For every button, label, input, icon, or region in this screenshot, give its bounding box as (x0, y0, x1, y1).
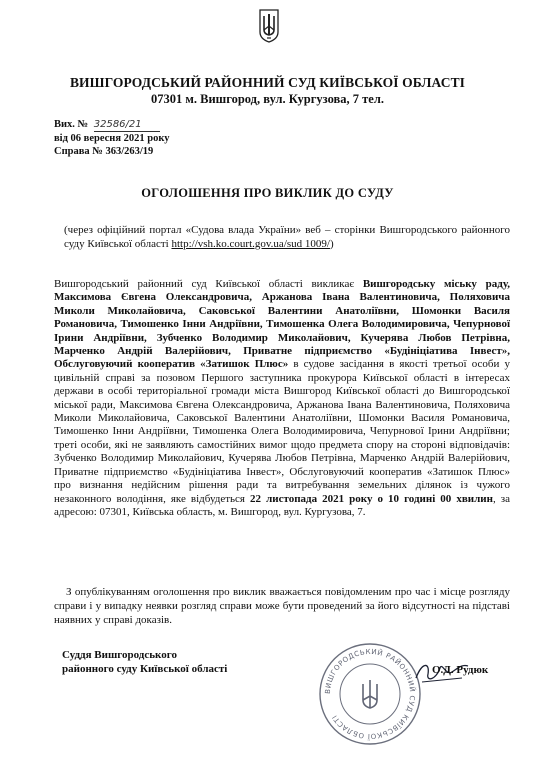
portal-close: ) (329, 237, 334, 250)
hearing-address: , за адресою: 07301, Київська область, м. Вишгород, вул. Кургузова, 7. (54, 492, 510, 518)
notice-text: З опублікуванням оголошення про виклик вважається повідомленим про час і місце розгляду справи і у випадку неявки розгляд справи може бути проведений за його відсутності на підставі наявних у справі доказів. (54, 586, 510, 626)
portal-note (64, 224, 510, 251)
outgoing-date: від 06 вересня 2021 року (54, 133, 170, 144)
notice-paragraph (54, 585, 510, 627)
case-number: Справа № 363/263/19 (54, 146, 154, 157)
outgoing-number (54, 118, 170, 132)
portal-link[interactable]: http://vsh.ko.court.gov.ua/sud 1009/ (171, 237, 330, 250)
body-case-details: в судове засідання в якості третьої особи у цивільній справі за позовом Першого заступника прокурора Київської області в інтересах держави в особі територіальної громади міста Вишгород Київської області до Вишгородської міської ради, Максимова Євгена Олександровича, Аржанова Івана Валентиновича, Поляховича Миколи Миколайовича, Саковської Валентини Анатоліївни, Шомонки Василя Романовича, Тимошенко Інни Андріївни, Тимошенка Олега Володимировича, Чепурнової Ірини Андріївни; треті особи, які не заявляють самостійних вимог щодо предмета спору на стороні відповідачів: Зубченко Володимир Миколайович, Кучерява Любов Петрівна, Марченко Андрій Валерійович, Приватне підприємство «Будініціатива Інвест», Обслуговуючий кооператив «Затишок Плюс» про визнання недійсним рішення ради та витребування земельних ділянок із чужого незаконного володіння, яке відбудеться (54, 358, 510, 505)
trident-emblem-icon (258, 8, 280, 44)
announcement-heading: ОГОЛОШЕННЯ ПРО ВИКЛИК ДО СУДУ (141, 186, 394, 200)
judge-name: О.Д. Рудюк (432, 664, 489, 676)
portal-text: (через офіційний портал «Судова влада України» веб – сторінки Вишгородського районного суду Київської області (64, 224, 510, 250)
court-address: 07301 м. Вишгород, вул. Кургузова, 7 тел. (150, 92, 384, 106)
court-name: ВИШГОРОДСЬКИЙ РАЙОННИЙ СУД КИЇВСЬКОЇ ОБЛАСТІ (69, 75, 466, 90)
court-stamp-seal (316, 640, 424, 748)
judge-title-line2: районного суду Київської області (62, 663, 228, 675)
judge-title (62, 648, 227, 676)
hearing-datetime: 22 листопада 2021 року о 10 годині 00 хвилин (250, 492, 493, 505)
handwritten-number: 32586/21 (94, 118, 160, 132)
summons-paragraph (54, 278, 510, 519)
judge-title-line1: Суддя Вишгородського (62, 649, 177, 661)
outgoing-number-label: Вих. № (54, 119, 89, 130)
outgoing-block (54, 118, 170, 158)
body-intro: Вишгородський районний суд Київської області викликає (54, 278, 363, 290)
stamp-ring-text: ВИШГОРОДСЬКИЙ РАЙОННИЙ СУД КИЇВСЬКОЇ ОБЛАСТІ (323, 647, 417, 741)
body-parties: Вишгородську міську раду, Максимова Євгена Олександровича, Аржанова Івана Валентиновича, Поляховича Миколи Миколайовича, Саковської Валентини Анатоліївни, Шомонки Василя Романовича, Тимошенко Інни Андріївни, Тимошенка Олега Володимировича, Чепурнової Ірини Андріївни, Зубченко Володимир Миколайович, Кучерява Любов Петрівна, Марченко Андрій Валерійович, Приватне підприємство «Будініціатива Інвест», Обслуговуючий кооператив «Затишок Плюс» (54, 278, 510, 371)
